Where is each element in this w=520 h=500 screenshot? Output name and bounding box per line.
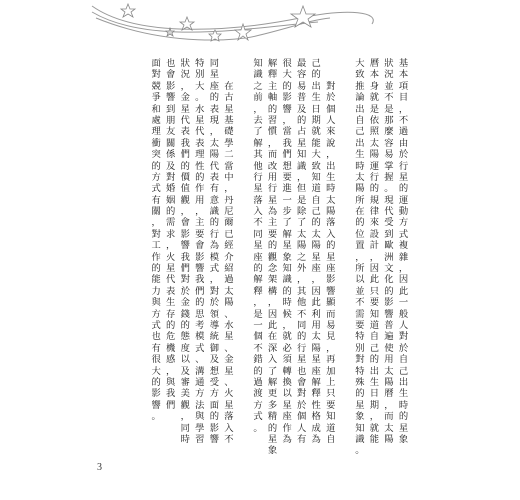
- text-column: 大 致 推 論 出 自 己 出 生 時 太 陽 所 在 的 位 置 ， 所 以 並 不 需 要 特 別 對 特 殊 的 星 象 知 識 。: [355, 58, 365, 457]
- page-number: 3: [97, 462, 102, 473]
- star-icon: [180, 17, 194, 30]
- text-column: 也 會 影 響 到 朋 友 關 係 及 對 婚 姻 的 需 求 ， 火 星 代 表 生 存 的 危 機 感 ， 與 我 們: [166, 58, 176, 411]
- text-column: 己 的 出 生 日 期 就 能 大 致 知 道 自 己 的 太 陽 星 座 ， 因 此 利 用 太 陽 星 座 解 釋 性 格 成 為: [311, 58, 321, 445]
- text-column: 狀 況 並 不 是 那 麼 容 易 掌 握 。 現 代 受 到 歐 洲 文 化 的 影 響 普 遍 使 用 太 陽 曆 ， 而 太 陽: [384, 58, 394, 445]
- decorative-header: [0, 0, 520, 60]
- body-text: [148, 58, 410, 457]
- text-column: 對 於 個 人 來 說 ， 出 生 時 太 陽 落 入 的 星 座 影 響 顯 而 易 見 ， 再 加 上 只 要 知 道 自: [326, 80, 336, 445]
- text-column: 特 別 大 。 水 星 代 表 理 性 的 作 用 ， 主 要 會 影 響 我 們 的 思 考 模 式 、 溝 通 方 法 與 學 習: [195, 58, 205, 445]
- text-column: 狀 況 ， 金 星 代 表 我 們 的 價 值 觀 ， 會 影 響 我 們 對 於 金 錢 的 態 度 以 及 審 美 觀 ， 同 時: [180, 58, 190, 445]
- text-column: 知 識 之 前 ， 去 了 解 其 他 行 星 落 入 不 同 星 座 的 解 釋 ， 是 一 個 不 錯 的 過 渡 方 式 。: [253, 58, 263, 434]
- star-icon: [121, 4, 135, 17]
- text-column: 最 容 易 普 及 的 占 星 知 識 ， 但 是 除 了 太 陽 之 外 ， 其 他 不 同 的 行 星 也 會 對 於 個 人 有: [296, 58, 307, 445]
- text-column: 在 古 星 基 礎 學 二 當 中 ， 丹 尼 爾 已 經 介 紹 過 太 陽 、 水 星 、 金 星 、 火 星 落 入 不: [224, 80, 234, 445]
- text-column: 同 星 座 的 表 現 ， 太 陽 代 表 有 意 識 的 行 為 模 式 ， 對 於 領 導 統 御 及 想 受 方 面 的 影 響: [209, 58, 219, 445]
- star-icon: [166, 28, 174, 36]
- text-column: 基 本 項 目 ， 不 過 由 於 行 星 的 運 動 方 式 複 雜 ， 因 此 一 般 人 對 於 自 己 出 生 時 的 星 象: [398, 58, 409, 445]
- text-column: 面 對 競 爭 和 處 理 衝 突 的 方 式 有 關 ， 對 工 作 的 能 力 與 方 式 也 有 很 大 的 影 響 。: [151, 58, 161, 423]
- text-column: 很 大 的 影 響 ， 當 我 們 想 要 進 一 步 了 解 星 象 知 識 的 時 候 ， 就 必 須 轉 換 以 星 座 作 為: [282, 58, 292, 445]
- text-column: 曆 本 身 就 是 依 照 太 陽 運 行 的 規 律 來 設 計 ， 因 此 只 要 知 道 自 己 的 出 生 日 期 ， 就 能: [369, 58, 380, 445]
- text-column: 解 釋 主 軸 的 習 慣 ， 而 改 用 行 星 為 主 要 的 觀 念 架 構 ， 因 此 在 深 入 了 解 更 多 精 的 星 象: [267, 58, 278, 457]
